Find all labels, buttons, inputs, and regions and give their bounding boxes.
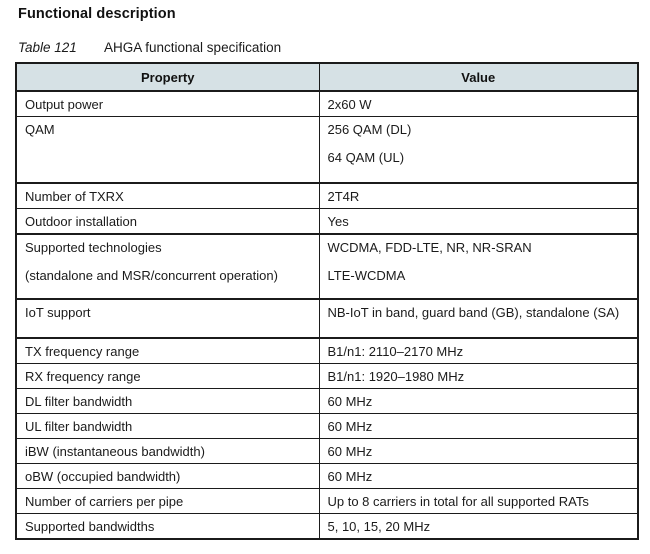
value-cell xyxy=(319,209,638,235)
cell-text: LTE-WCDMA xyxy=(327,268,406,283)
value-cell xyxy=(319,364,638,389)
property-cell xyxy=(16,183,319,209)
cell-text: 60 MHz xyxy=(327,419,373,434)
table-caption-label: Table 121 xyxy=(18,40,77,55)
table-row xyxy=(16,414,638,439)
value-cell xyxy=(319,489,638,514)
cell-text: WCDMA, FDD-LTE, NR, NR-SRAN xyxy=(327,240,532,255)
cell-text: 60 MHz xyxy=(327,394,373,409)
value-cell xyxy=(319,389,638,414)
property-cell xyxy=(16,91,319,117)
cell-text: 256 QAM (DL) xyxy=(327,122,412,137)
property-cell xyxy=(16,464,319,489)
property-cell xyxy=(16,338,319,364)
table-row xyxy=(16,183,638,209)
property-cell xyxy=(16,514,319,540)
cell-text: oBW (occupied bandwidth) xyxy=(25,469,181,484)
table-row xyxy=(16,389,638,414)
cell-text: B1/n1: 1920–1980 MHz xyxy=(327,369,465,384)
cell-text: Output power xyxy=(25,97,104,112)
table-caption-title: AHGA functional specification xyxy=(104,40,282,55)
table-row xyxy=(16,117,638,184)
property-cell xyxy=(16,489,319,514)
table-row xyxy=(16,234,638,299)
value-cell xyxy=(319,117,638,184)
table-row xyxy=(16,464,638,489)
table-header-row xyxy=(16,63,638,91)
property-cell xyxy=(16,209,319,235)
cell-text: B1/n1: 2110–2170 MHz xyxy=(327,344,464,359)
value-cell xyxy=(319,464,638,489)
cell-text: 2x60 W xyxy=(327,97,372,112)
cell-text: IoT support xyxy=(25,305,91,320)
table-row xyxy=(16,439,638,464)
property-cell xyxy=(16,117,319,184)
property-cell xyxy=(16,414,319,439)
value-cell xyxy=(319,439,638,464)
column-header-property: Property xyxy=(16,63,319,91)
cell-text: 60 MHz xyxy=(327,444,373,459)
property-cell xyxy=(16,234,319,299)
column-header-value: Value xyxy=(319,63,638,91)
cell-text: QAM xyxy=(25,122,55,137)
cell-text: UL filter bandwidth xyxy=(25,419,133,434)
value-cell xyxy=(319,414,638,439)
table-body xyxy=(16,91,638,539)
property-cell xyxy=(16,439,319,464)
value-cell xyxy=(319,338,638,364)
table-row xyxy=(16,338,638,364)
cell-text: Yes xyxy=(327,214,349,229)
cell-text: NB-IoT in band, guard band (GB), standalone (SA) xyxy=(327,305,620,320)
cell-text: Supported bandwidths xyxy=(25,519,155,534)
value-cell xyxy=(319,514,638,540)
cell-text: TX frequency range xyxy=(25,344,140,359)
cell-text: 2T4R xyxy=(327,189,360,204)
spec-table xyxy=(15,62,639,540)
value-cell xyxy=(319,234,638,299)
cell-text: Supported technologies xyxy=(25,240,162,255)
value-cell xyxy=(319,91,638,117)
cell-text: DL filter bandwidth xyxy=(25,394,133,409)
section-heading: Functional description xyxy=(18,6,176,22)
cell-text: RX frequency range xyxy=(25,369,141,384)
table-row xyxy=(16,209,638,235)
cell-text: Up to 8 carriers in total for all supported RATs xyxy=(327,494,589,509)
property-cell xyxy=(16,389,319,414)
table-row xyxy=(16,514,638,540)
value-cell xyxy=(319,183,638,209)
value-cell xyxy=(319,299,638,338)
cell-text: (standalone and MSR/concurrent operation) xyxy=(25,268,278,283)
cell-text: 60 MHz xyxy=(327,469,373,484)
table-row xyxy=(16,91,638,117)
cell-text: 5, 10, 15, 20 MHz xyxy=(327,519,431,534)
table-caption xyxy=(18,40,281,55)
cell-text: Number of carriers per pipe xyxy=(25,494,184,509)
cell-text: Number of TXRX xyxy=(25,189,124,204)
table-row xyxy=(16,364,638,389)
property-cell xyxy=(16,299,319,338)
cell-text: Outdoor installation xyxy=(25,214,138,229)
cell-text: iBW (instantaneous bandwidth) xyxy=(25,444,205,459)
property-cell xyxy=(16,364,319,389)
table-row xyxy=(16,489,638,514)
cell-text: 64 QAM (UL) xyxy=(327,150,405,165)
table-row xyxy=(16,299,638,338)
